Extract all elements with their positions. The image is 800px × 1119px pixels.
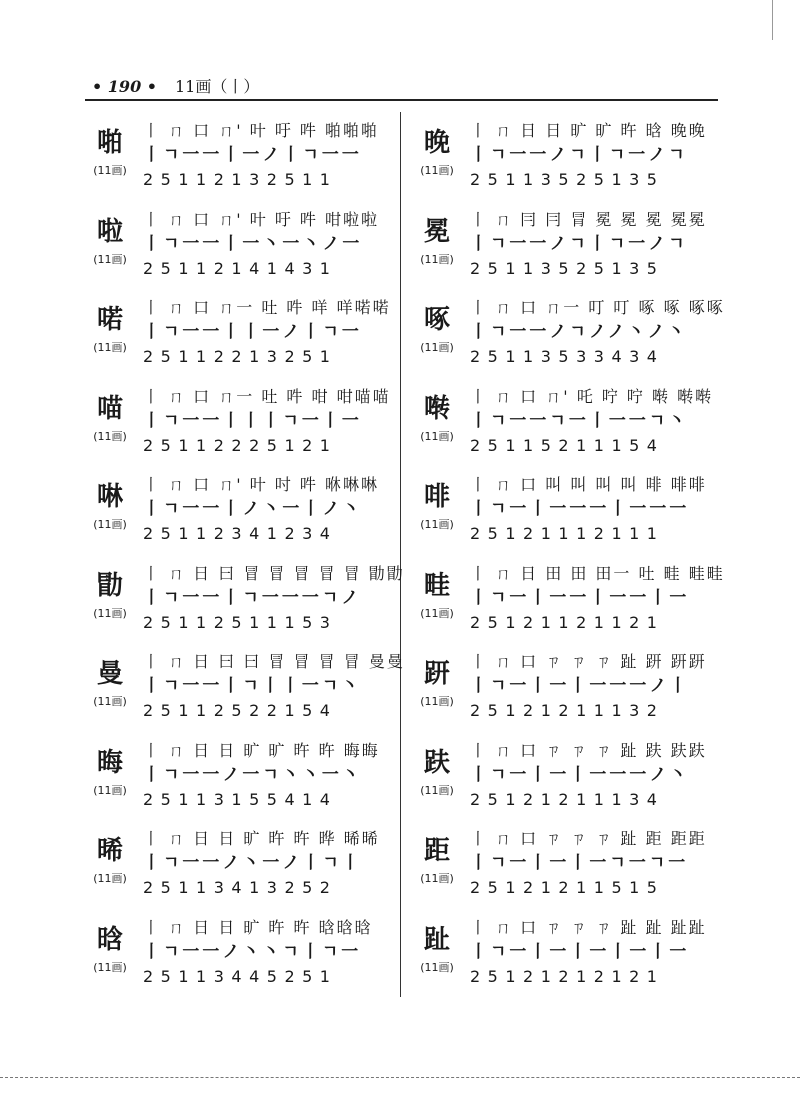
entry xyxy=(85,732,385,821)
entry-stroke-codes: 25112225121 xyxy=(143,435,338,455)
entry-stroke-codes: 25113533434 xyxy=(470,347,665,366)
entry-stroke-count: (11画) xyxy=(420,164,454,177)
entry xyxy=(412,555,725,644)
entry-stroke-progression: 丨 ㄇ 冃 冃 冐 冕 冕 冕 冕冕 xyxy=(470,209,707,229)
entry-stroke-shapes: 丨ㄱ一一丨丨一ノ丨ㄱ一 xyxy=(143,322,362,342)
entry-stroke-codes: 25113525135 xyxy=(470,258,665,278)
entry-stroke-shapes: 丨ㄱ一一ノㄱ丨ㄱ一ノㄱ xyxy=(470,233,688,254)
entry-stroke-count: (11画) xyxy=(93,606,127,620)
entry-char: 晦 xyxy=(96,747,123,778)
entry-stroke-progression: 丨 ㄇ 日 日 旷 旿 旿 晗晗晗 xyxy=(143,917,373,937)
entry-stroke-codes: 25121211132 xyxy=(470,701,665,720)
entry xyxy=(412,112,712,201)
entry xyxy=(412,289,725,378)
entry xyxy=(85,820,385,909)
entry-stroke-progression: 丨 ㄇ 口 ㄇ' 叶 吁 吽 啪啪啪 xyxy=(143,121,380,140)
entry-char: 距 xyxy=(423,836,450,866)
entry-stroke-shapes: 丨ㄱ一丨一一一丨一一一 xyxy=(470,499,690,519)
entry xyxy=(85,201,385,290)
entry-char: 啭 xyxy=(423,393,450,424)
entry-char: 勖 xyxy=(96,570,123,601)
entry-stroke-codes: 25112213251 xyxy=(143,347,338,366)
entry-stroke-shapes: 丨ㄱ一一丨ㄱ丨丨一ㄱ丶 xyxy=(143,676,362,696)
entry-stroke-progression: 丨 ㄇ 口 ㄇ' 叶 吁 吽 咁啦啦 xyxy=(143,209,380,229)
entry xyxy=(412,643,712,732)
entry xyxy=(412,466,712,555)
entry-stroke-count: (11画) xyxy=(420,960,454,974)
entry-stroke-codes: 25112522154 xyxy=(143,701,338,720)
entry-stroke-shapes: 丨ㄱ一丨一丨一丨一丨一 xyxy=(470,941,690,962)
entry-stroke-count: (11画) xyxy=(420,606,454,620)
entry-stroke-codes: 25121211134 xyxy=(470,789,665,809)
entry-stroke-shapes: 丨ㄱ一丨一丨一一一ノ丨 xyxy=(470,676,690,696)
entry-stroke-count: (11画) xyxy=(93,341,127,354)
entry xyxy=(412,732,712,821)
entry-stroke-count: (11画) xyxy=(93,872,127,885)
entry-stroke-codes: 25112511153 xyxy=(143,612,338,632)
entry-stroke-count: (11画) xyxy=(93,695,127,708)
entry-char: 啪 xyxy=(96,128,123,158)
entry-stroke-count: (11画) xyxy=(93,783,127,797)
entry-stroke-progression: 丨 ㄇ 口 ㄗ ㄗ ㄗ 趾 趾 趾趾 xyxy=(470,917,707,937)
entry-stroke-progression: 丨 ㄇ 日 日 旷 旷 旿 晗 晚晚 xyxy=(470,121,707,140)
page-header xyxy=(92,74,259,97)
entry-stroke-count: (11画) xyxy=(420,252,454,266)
entry-char: 晚 xyxy=(423,128,450,158)
entry xyxy=(85,378,391,467)
entry xyxy=(85,112,385,201)
entry-stroke-progression: 丨 ㄇ 日 日 旷 旷 旿 旿 晦晦 xyxy=(143,740,380,760)
entry-stroke-count: (11画) xyxy=(420,341,454,354)
entry xyxy=(412,378,712,467)
entry-stroke-progression: 丨 ㄇ 口 ㄇ一 叮 叮 啄 啄 啄啄 xyxy=(470,298,725,317)
entry-stroke-codes: 25121211515 xyxy=(470,878,665,897)
entry-stroke-count: (11画) xyxy=(93,960,127,974)
entry-stroke-shapes: 丨ㄱ一一ノㄱ丨ㄱ一ノㄱ xyxy=(470,145,688,165)
entry-stroke-shapes: 丨ㄱ一一ノ丶一ノ丨ㄱ丨 xyxy=(143,853,362,873)
entry-stroke-shapes: 丨ㄱ一一丨ㄱ一一一ㄱノ xyxy=(143,587,362,608)
entry-stroke-codes: 25121121121 xyxy=(470,612,665,632)
entry-char: 啉 xyxy=(96,482,123,512)
entry-stroke-shapes: 丨ㄱ一一ノ一ㄱ丶丶一丶 xyxy=(143,764,362,785)
entry-stroke-progression: 丨 ㄇ 日 曰 曰 冒 冒 冒 冒 曼曼 xyxy=(143,652,405,671)
entry-stroke-count: (11画) xyxy=(93,252,127,266)
entry-stroke-progression: 丨 ㄇ 日 田 田 田一 吐 畦 畦畦 xyxy=(470,563,725,583)
entry-char: 晗 xyxy=(96,924,123,955)
entry-stroke-shapes: 丨ㄱ一一ノㄱノノ丶ノ丶 xyxy=(470,322,688,342)
entry-stroke-count: (11画) xyxy=(93,164,127,177)
entry-stroke-shapes: 丨ㄱ一一丨丨丨ㄱ一丨一 xyxy=(143,410,362,431)
footer-rule xyxy=(0,1077,800,1079)
page-number: • 190 • xyxy=(92,77,157,96)
right-column xyxy=(412,112,725,997)
entry-char: 喏 xyxy=(96,305,123,335)
entry xyxy=(85,909,385,998)
entry-stroke-shapes: 丨ㄱ一一丨一ノ丨ㄱ一一 xyxy=(143,145,362,165)
entry-stroke-shapes: 丨ㄱ一丨一丨一一一ノ丶 xyxy=(470,764,690,785)
entry-stroke-codes: 25113525135 xyxy=(470,170,665,189)
entry-stroke-codes: 25121212121 xyxy=(470,966,665,986)
entry-stroke-progression: 丨 ㄇ 日 曰 冒 冒 冒 冒 冒 勖勖 xyxy=(143,563,405,583)
entry-char: 趺 xyxy=(423,747,450,778)
header-rule xyxy=(85,99,718,101)
entry-char: 啦 xyxy=(96,216,123,247)
entry xyxy=(85,289,391,378)
entry-stroke-shapes: 丨ㄱ一丨一一丨一一丨一 xyxy=(470,587,690,608)
entry-char: 啄 xyxy=(423,305,450,335)
entry-stroke-shapes: 丨ㄱ一一ㄱ一丨一一ㄱ丶 xyxy=(470,410,689,431)
entry-stroke-count: (11画) xyxy=(93,518,127,531)
entry xyxy=(85,466,385,555)
entry-char: 晞 xyxy=(96,836,123,866)
entry xyxy=(412,909,712,998)
entry-stroke-progression: 丨 ㄇ 口 ㄗ ㄗ ㄗ 趾 趺 趺趺 xyxy=(470,740,707,760)
entry-stroke-count: (11画) xyxy=(420,872,454,885)
entry-stroke-count: (11画) xyxy=(420,783,454,797)
entry-char: 啡 xyxy=(423,482,450,512)
left-column xyxy=(85,112,405,997)
entry-stroke-progression: 丨 ㄇ 口 ㄇ一 吐 吽 咩 咩喏喏 xyxy=(143,298,391,317)
entry-stroke-codes: 25113445251 xyxy=(143,966,338,986)
entry-stroke-count: (11画) xyxy=(420,695,454,708)
entry-stroke-shapes: 丨ㄱ一一丨一丶一丶ノ一 xyxy=(143,233,363,254)
entry-stroke-progression: 丨 ㄇ 日 日 旷 旿 旿 晔 晞晞 xyxy=(143,829,380,848)
entry xyxy=(412,201,712,290)
entry-char: 冕 xyxy=(423,216,450,247)
entry-char: 喵 xyxy=(96,393,123,424)
column-divider xyxy=(400,112,401,997)
entry-stroke-codes: 25112141431 xyxy=(143,258,338,278)
entry-stroke-codes: 25115211154 xyxy=(470,435,665,455)
entry-stroke-shapes: 丨ㄱ一一ノ丶丶ㄱ丨ㄱ一 xyxy=(143,941,362,962)
entry xyxy=(412,820,712,909)
entry-stroke-shapes: 丨ㄱ一丨一丨一ㄱ一ㄱ一 xyxy=(470,853,689,873)
entry-stroke-shapes: 丨ㄱ一一丨ノ丶一丨ノ丶 xyxy=(143,499,363,519)
entry-char: 趼 xyxy=(423,659,450,689)
entry-stroke-progression: 丨 ㄇ 口 ㄇ一 吐 吽 咁 咁喵喵 xyxy=(143,386,391,406)
entry-stroke-progression: 丨 ㄇ 口 叫 叫 叫 叫 啡 啡啡 xyxy=(470,475,707,494)
entry-stroke-progression: 丨 ㄇ 口 ㄗ ㄗ ㄗ 趾 趼 趼趼 xyxy=(470,652,707,671)
entry-char: 趾 xyxy=(423,924,450,955)
entry-stroke-codes: 25112341234 xyxy=(143,524,338,543)
entry-stroke-codes: 25113413252 xyxy=(143,878,338,897)
entry-stroke-count: (11画) xyxy=(93,429,127,443)
entry-char: 畦 xyxy=(423,570,450,601)
entry-stroke-count: (11画) xyxy=(420,518,454,531)
edge-rule xyxy=(772,0,773,40)
entry xyxy=(85,555,405,644)
entry-stroke-codes: 25113155414 xyxy=(143,789,338,809)
entry-stroke-codes: 25121112111 xyxy=(470,524,665,543)
entry-char: 曼 xyxy=(96,659,123,689)
entry-stroke-progression: 丨 ㄇ 口 ㄗ ㄗ ㄗ 趾 距 距距 xyxy=(470,829,707,848)
entry-stroke-progression: 丨 ㄇ 口 ㄇ' 叶 吋 吽 咻啉啉 xyxy=(143,475,380,494)
section-title: 11画（丨） xyxy=(175,77,260,96)
entry-stroke-progression: 丨 ㄇ 口 ㄇ' 吒 咛 咛 啭 啭啭 xyxy=(470,386,714,406)
entry-stroke-codes: 25112132511 xyxy=(143,170,338,189)
entry xyxy=(85,643,405,732)
entry-stroke-count: (11画) xyxy=(420,429,454,443)
